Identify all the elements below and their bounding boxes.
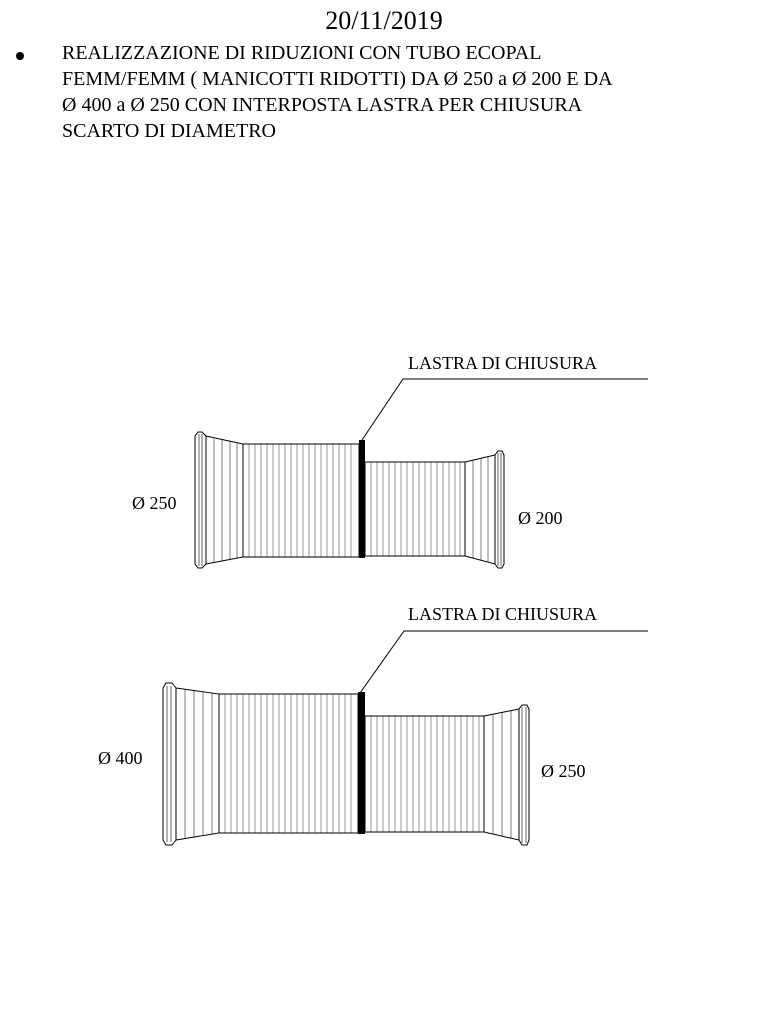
small-socket — [484, 705, 529, 845]
small-diameter-label-2: Ø 250 — [541, 761, 586, 781]
closing-plate — [358, 692, 365, 834]
large-socket — [195, 432, 243, 568]
callout-label-2: LASTRA DI CHIUSURA — [408, 604, 598, 624]
large-socket — [163, 683, 219, 845]
document-description: REALIZZAZIONE DI RIDUZIONI CON TUBO ECOPAL FEMM/FEMM ( MANICOTTI RIDOTTI) DA Ø 250 a Ø 200 E DA Ø 400 a Ø 250 CON INTERPOSTA LASTRA PER CHIUSURA SCARTO DI DIAMETRO — [62, 42, 613, 142]
small-diameter-label-1: Ø 200 — [518, 508, 563, 528]
closing-plate — [359, 440, 365, 558]
reducer-400-250 — [98, 604, 648, 845]
small-pipe-body — [365, 716, 484, 832]
callout-leader-line — [360, 631, 648, 693]
reducer-250-200 — [132, 353, 648, 568]
document-date: 20/11/2019 — [325, 6, 443, 35]
large-pipe-body — [243, 444, 359, 557]
large-diameter-label-1: Ø 250 — [132, 493, 177, 513]
large-diameter-label-2: Ø 400 — [98, 748, 143, 768]
callout-leader-line — [362, 379, 648, 440]
small-pipe-body — [365, 462, 465, 556]
callout-label-1: LASTRA DI CHIUSURA — [408, 353, 598, 373]
large-pipe-body — [219, 694, 358, 833]
small-socket — [465, 451, 504, 568]
